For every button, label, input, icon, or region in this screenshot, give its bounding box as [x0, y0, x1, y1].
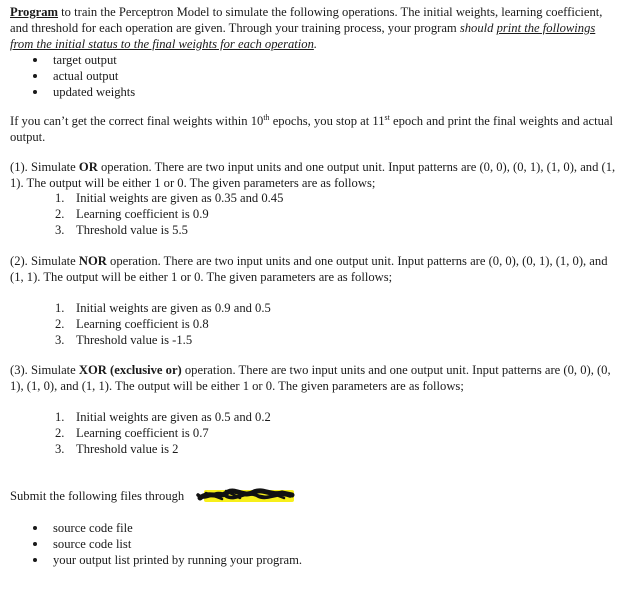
list-item: 3. Threshold value is 5.5 [55, 223, 188, 237]
list-item: your output list printed by running your program. [31, 552, 302, 568]
operation-name: OR [78, 160, 98, 174]
list-item: 1. Initial weights are given as 0.5 and 0.2 [55, 410, 271, 424]
submit-files-list [31, 520, 302, 568]
section-or: (1). Simulate OR operation. There are two input units and one output unit. Input patterns are (0, 0), (0, 1), (1, 0), and (1, 1). The output will be either 1 or 0. The given parameters are as follows; [10, 160, 616, 190]
list-item: actual output [31, 68, 135, 84]
operation-name: NOR [78, 254, 107, 268]
submit-text: Submit the following files through [10, 489, 185, 503]
list-item: target output [31, 52, 135, 68]
list-item: 2. Learning coefficient is 0.7 [55, 426, 209, 440]
section-xor: (3). Simulate XOR (exclusive or) operation. There are two input units and one output unit. Input patterns are (0, 0), (0, 1), (1, 0), and (1, 1). The output will be either 1 or 0. The given parameters are as follows; [10, 363, 611, 393]
output-items-list [31, 52, 135, 100]
program-keyword: Program [10, 5, 59, 19]
list-item: 1. Initial weights are given as 0.9 and 0.5 [55, 301, 271, 315]
epoch-note: If you can’t get the correct final weights within 10th epochs, you stop at 11st epoch and print the final weights and actual output. [10, 113, 613, 144]
list-item: source code file [31, 520, 302, 536]
list-item: updated weights [31, 84, 135, 100]
list-item: 3. Threshold value is 2 [55, 442, 179, 456]
list-item: 2. Learning coefficient is 0.8 [55, 317, 209, 331]
redaction-scribble [196, 484, 296, 508]
intro-text: to train the Perceptron Model to simulate the following operations. The initial weights, learning coefficient, and threshold for each operation are given. Through your training process, your program [10, 5, 603, 35]
print-instruction: print the followings from the initial status to the final weights for each operation [10, 21, 596, 51]
section-xor-params [55, 409, 271, 457]
list-item: source code list [31, 536, 302, 552]
should-word: should [459, 21, 494, 35]
section-nor-params [55, 300, 271, 348]
operation-name: XOR (exclusive or) [78, 363, 182, 377]
list-item: 2. Learning coefficient is 0.9 [55, 207, 209, 221]
list-item: 1. Initial weights are given as 0.35 and 0.45 [55, 191, 284, 205]
list-item: 3. Threshold value is -1.5 [55, 333, 193, 347]
section-nor: (2). Simulate NOR operation. There are two input units and one output unit. Input patterns are (0, 0), (0, 1), (1, 0), and (1, 1). The output will be either 1 or 0. The given parameters are as follows; [10, 254, 608, 284]
intro-paragraph: Program to train the Perceptron Model to simulate the following operations. The initial weights, learning coefficient, and threshold for each operation are given. Through your training process, your program should print the followings from the initial status to the final weights for each operation. [10, 5, 603, 51]
section-or-params [55, 190, 283, 238]
